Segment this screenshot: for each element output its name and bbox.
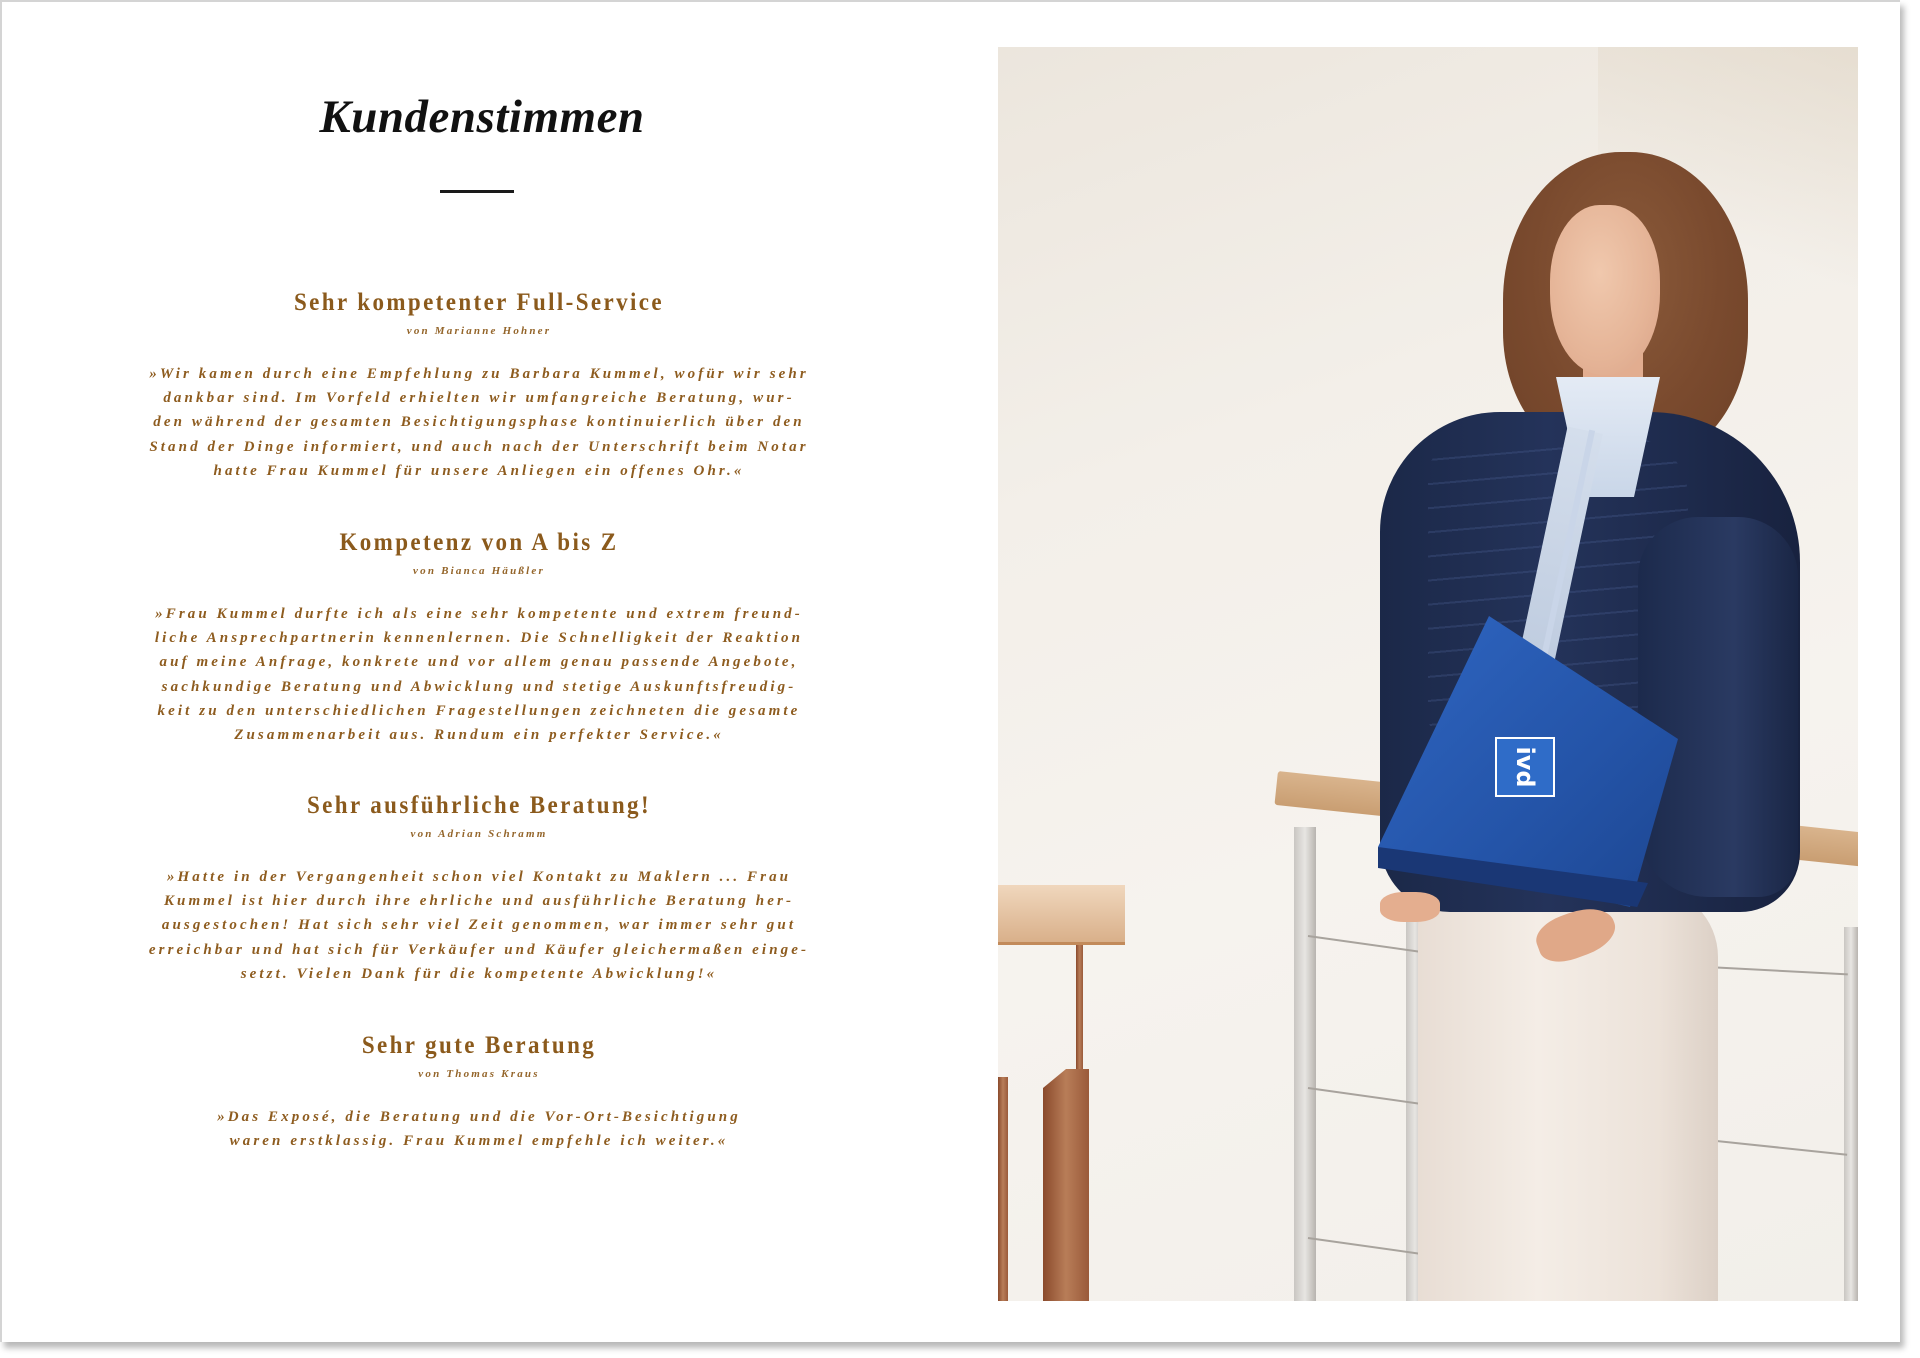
testimonial-heading: Sehr kompetenter Full-Service (293, 289, 665, 316)
testimonial-quote (112, 602, 846, 747)
railing-post (1043, 1069, 1089, 1301)
testimonial-quote (112, 362, 846, 483)
quote-line: Kummel ist hier durch ihre ehrliche und ausführliche Beratung her- (163, 893, 795, 910)
testimonial-3 (112, 792, 846, 986)
railing-post (1076, 945, 1083, 1075)
quote-line: den während der gesamten Besichtigungsphase kontinuierlich über den (153, 414, 805, 431)
quote-line: hatte Frau Kummel für unsere Anliegen ein offenes Ohr.« (213, 462, 745, 479)
quote-line: »Frau Kummel durfte ich als eine sehr kompetente und extrem freund- (155, 606, 803, 622)
quote-line: keit zu den unterschiedlichen Fragestellungen zeichneten die gesamte (157, 702, 801, 719)
railing-post (1844, 927, 1858, 1301)
jacket-sleeve (1638, 517, 1798, 897)
quote-line: ausgestochen! Hat sich sehr viel Zeit genommen, war immer sehr gut (161, 917, 797, 934)
quote-line: auf meine Anfrage, konkrete und vor allem genau passende Angebote, (159, 654, 799, 671)
testimonial-author: von Bianca Häußler (413, 565, 545, 577)
quote-line: »Wir kamen durch eine Empfehlung zu Barbara Kummel, wofür wir sehr (149, 366, 809, 382)
ivd-logo: ivd (1495, 737, 1555, 797)
quote-line: waren erstklassig. Frau Kummel empfehle ich weiter.« (229, 1133, 729, 1150)
quote-line: erreichbar und hat sich für Verkäufer und Käufer gleichermaßen einge- (148, 941, 810, 958)
testimonial-heading: Kompetenz von A bis Z (339, 529, 619, 556)
testimonial-author: von Marianne Hohner (406, 325, 552, 337)
quote-line: »Hatte in der Vergangenheit schon viel Kontakt zu Maklern ... Frau (166, 869, 792, 885)
railing-post (998, 1077, 1008, 1301)
quote-line: »Das Exposé, die Beratung und die Vor-Ort-Besichtigung (217, 1109, 741, 1125)
quote-line: liche Ansprechpartnerin kennenlernen. Die Schnelligkeit der Reaktion (154, 630, 804, 647)
testimonial-quote (112, 1105, 846, 1153)
portrait-photo (998, 47, 1858, 1301)
testimonial-heading: Sehr ausführliche Beratung! (306, 792, 652, 819)
quote-line: Zusammenarbeit aus. Rundum ein perfekter Service.« (234, 727, 724, 744)
testimonial-2 (112, 529, 846, 747)
testimonial-quote (112, 865, 846, 986)
testimonial-4 (112, 1032, 846, 1153)
page-title: Kundenstimmen (319, 91, 645, 143)
quote-line: sachkundige Beratung und Abwicklung und stetige Auskunftsfreudig- (161, 678, 797, 695)
railing-post (1294, 827, 1316, 1301)
hand (1380, 892, 1440, 922)
title-divider (440, 190, 514, 193)
testimonial-author: von Thomas Kraus (418, 1068, 540, 1080)
face (1550, 205, 1660, 375)
quote-line: setzt. Vielen Dank für die kompetente Abwicklung!« (240, 965, 718, 982)
testimonial-1 (112, 289, 846, 483)
handrail-front (998, 885, 1125, 945)
quote-line: dankbar sind. Im Vorfeld erhielten wir umfangreiche Beratung, wur- (163, 390, 795, 407)
quote-line: Stand der Dinge informiert, und auch nach der Unterschrift beim Notar (149, 438, 809, 455)
testimonial-author: von Adrian Schramm (410, 828, 548, 840)
testimonial-heading: Sehr gute Beratung (361, 1032, 597, 1059)
